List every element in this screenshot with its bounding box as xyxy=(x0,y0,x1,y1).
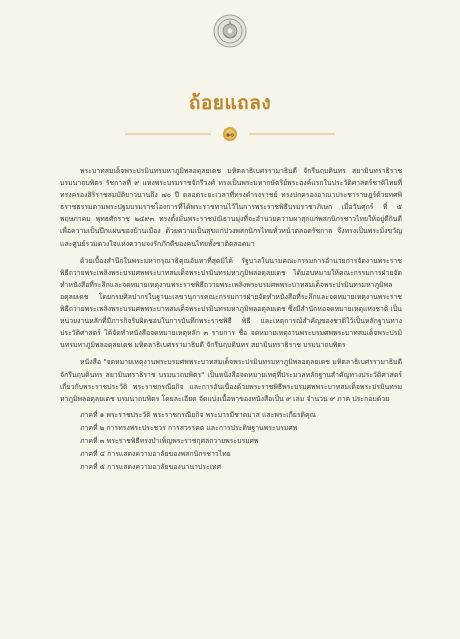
list-item: ภาคที่ ๔ การแสดงความอาลัยของพสกนิกรชาวไทย xyxy=(80,449,231,458)
list-item: ภาคที่ ๓ พระราชพิธีทรงบำเพ็ญพระราชกุศลถวายพระบรมศพ xyxy=(80,436,259,445)
statement-body xyxy=(60,165,402,474)
royal-seal-emblem-icon xyxy=(213,14,247,48)
list-item: ภาคที่ ๕ การแสดงความอาลัยของนานาประเทศ xyxy=(80,462,221,471)
paragraph-2: ด้วยเบื้องสำนึกในพระมหากรุณาธิคุณอันหาที่สุดมิได้ รัฐบาลในนามคณะกรรมการอำนวยการจัดงานพระราชพิธีถวายพระเพลิงพระบรมศพพระบาทสมเด็จพระปรมินทรมหาภูมิพลอดุลยเดช ได้มอบหมายให้คณะกรรมการฝ่ายจัดทำหนังสือที่ระลึกและจดหมายเหตุงานพระราชพิธีถวายพระเพลิงพระบรมศพพระบาทสมเด็จพระปรมินทรมหาภูมิพลอดุลยเดช โดยกรมศิลปากรในฐานะเลขานุการคณะกรรมการฝ่ายจัดทำหนังสือที่ระลึกและจดหมายเหตุงานพระราชพิธีถวายพระเพลิงพระบรมศพพระบาทสมเด็จพระปรมินทรมหาภูมิพลอดุลยเดช ซึ่งมีสำนักหอจดหมายเหตุแห่งชาติ เป็นหน่วยงานหลักที่มีภารกิจรับผิดชอบในการบันทึกพระราชพิธี พิธี และเหตุการณ์สำคัญของชาติไว้เป็นหลักฐานทางประวัติศาสตร์ ได้จัดทำหนังสือจดหมายเหตุหลัก ๓ รายการ ชื่อ จดหมายเหตุงานพระบรมศพพระบาทสมเด็จพระปรมินทรมหาภูมิพลอดุลยเดช มหิตลาธิเบศรรามาธิบดี จักรีนฤบดินทร สยามินทราธิราช บรมนาถบพิตร xyxy=(60,256,402,350)
ornament-number: ๑๐ xyxy=(225,130,235,139)
paragraph-3: หนังสือ "จดหมายเหตุงานพระบรมศพพระบาทสมเด็จพระปรมินทรมหาภูมิพลอดุลยเดช มหิตลาธิเบศรรามาธิบดี จักรีนฤบดินทร สยามินทราธิราช บรมนาถบพิตร" เป็นหนังสือจดหมายเหตุที่ประมวลหลักฐานสำคัญทางประวัติศาสตร์เกี่ยวกับพระราชประวัติ พระราชกรณียกิจ และการอันเนื่องด้วยพระราชพิธีพระบรมศพพระบาทสมเด็จพระปรมินทรมหาภูมิพลอดุลยเดช บรมนาถบพิตร โดยละเอียด จัดแบ่งเนื้อหาของหนังสือเป็น ๙ เล่ม จำนวน ๙ ภาค ประกอบด้วย xyxy=(60,358,402,403)
list-item: ภาคที่ ๒ การทรงพระประชวร การสวรรคต และการประดิษฐานพระบรมศพ xyxy=(80,423,298,432)
paragraph-1: พระบาทสมเด็จพระปรมินทรมหาภูมิพลอดุลยเดช มหิตลาธิเบศรรามาธิบดี จักรีนฤบดินทร สยามินทราธิราช บรมนาถบพิตร รัชกาลที่ ๙ แห่งพระบรมราชจักรีวงศ์ ทรงเป็นพระมหากษัตริย์พระองค์แรกในประวัติศาสตร์ชาติไทยที่ทรงครองสิริราชสมบัติยาวนานถึง ๗๐ ปี ตลอดระยะเวลาที่ทรงดำรงราชย์ ทรงปกครองอาณาประชาราษฎร์ด้วยทศพิธราชธรรมตามพระปฐมบรมราชโองการที่ได้พระราชทานไว้ในการพระราชพิธีบรมราชาภิเษก เมื่อวันศุกร์ ที่ ๕ พฤษภาคม พุทธศักราช ๒๔๙๓ ทรงตั้งมั่นพระราชปณิธานมุ่งที่จะอำนวยความผาสุกแก่พสกนิกรชาวไทยให้อยู่ดีกินดี เพื่อความเป็นปึกแผ่นของบ้านเมือง ด้วยความเป็นสุขแก่ปวงพสกนิกรไทยทั่วหน้าตลอดรัชกาล จึงทรงเป็นพระมิ่งขวัญและศูนย์รวมดวงใจแห่งความจงรักภักดีของคนไทยทั้งชาติตลอดมา xyxy=(60,167,402,248)
parts-list xyxy=(60,409,402,474)
page-title: ถ้อยแถลง xyxy=(188,92,272,114)
ornament-divider xyxy=(125,127,335,141)
list-item: ภาคที่ ๑ พระราชประวัติ พระราชกรณียกิจ พระบารมีชาตมาส และพระเกียรติคุณ xyxy=(80,410,317,419)
